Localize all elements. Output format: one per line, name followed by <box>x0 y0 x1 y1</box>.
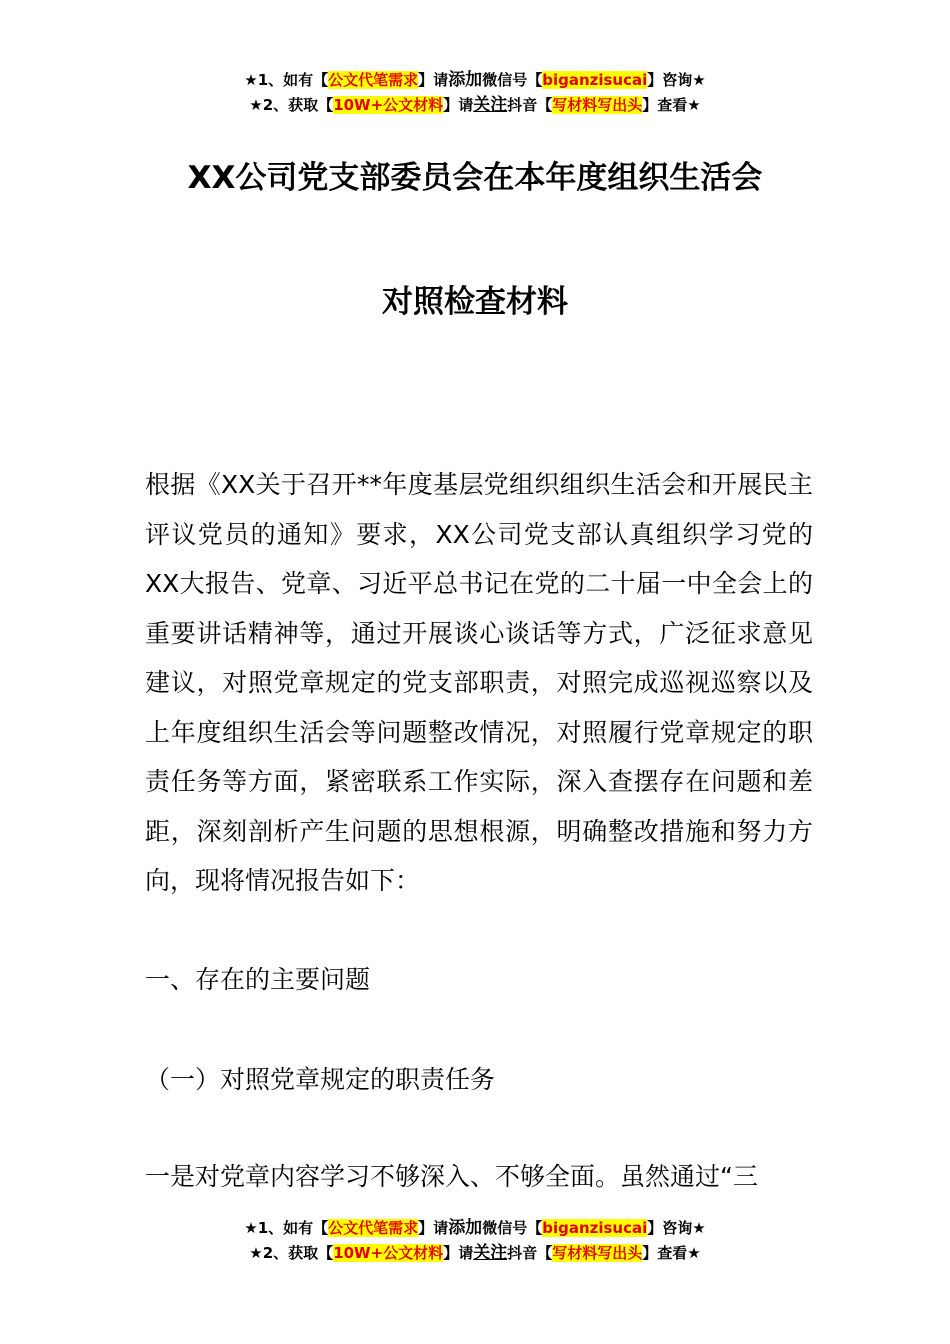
intro-paragraph: 根据《XX关于召开**年度基层党组织组织生活会和开展民主评议党员的通知》要求，XX公司党支部认真组织学习党的XX大报告、党章、习近平总书记在党的二十届一中全会上的重要讲话精神等，通过开展谈心谈话等方式，广泛征求意见建议，对照党章规定的党支部职责，对照完成巡视巡察以及上年度组织生活会等问题整改情况，对照履行党章规定的职责任务等方面，紧密联系工作实际，深入查摆存在问题和差距，深刻剖析产生问题的思想根源，明确整改措施和努力方向，现将情况报告如下： <box>145 470 813 895</box>
highlight-service: 公文代笔需求 <box>328 1219 419 1237</box>
banner-line-1: ★1、如有【公文代笔需求】请添加微信号【biganzisucai】咨询★ <box>244 1218 706 1238</box>
header-banner <box>0 68 950 118</box>
banner-line-2: ★2、获取【10W+公文材料】请关注抖音【写材料写出头】查看★ <box>249 1243 701 1263</box>
banner-line-2: ★2、获取【10W+公文材料】请关注抖音【写材料写出头】查看★ <box>249 95 701 115</box>
highlight-douyin: 写材料写出头 <box>552 1244 643 1262</box>
subsection-heading: （一）对照党章规定的职责任务 <box>145 1065 496 1094</box>
highlight-wechat-id: biganzisucai <box>542 71 648 89</box>
footer-banner <box>0 1216 950 1266</box>
banner-line-1: ★1、如有【公文代笔需求】请添加微信号【biganzisucai】咨询★ <box>244 70 706 90</box>
document-title-line-2: 对照检查材料 <box>382 284 568 320</box>
highlight-materials: 10W+公文材料 <box>333 96 444 114</box>
document-title-line-1: XX公司党支部委员会在本年度组织生活会 <box>187 160 763 196</box>
highlight-wechat-id: biganzisucai <box>542 1219 648 1237</box>
highlight-douyin: 写材料写出头 <box>552 96 643 114</box>
section-heading: 一、存在的主要问题 <box>145 965 371 994</box>
highlight-service: 公文代笔需求 <box>328 71 419 89</box>
highlight-materials: 10W+公文材料 <box>333 1244 444 1262</box>
body-paragraph: 一是对党章内容学习不够深入、不够全面。虽然通过“三 <box>145 1162 758 1191</box>
